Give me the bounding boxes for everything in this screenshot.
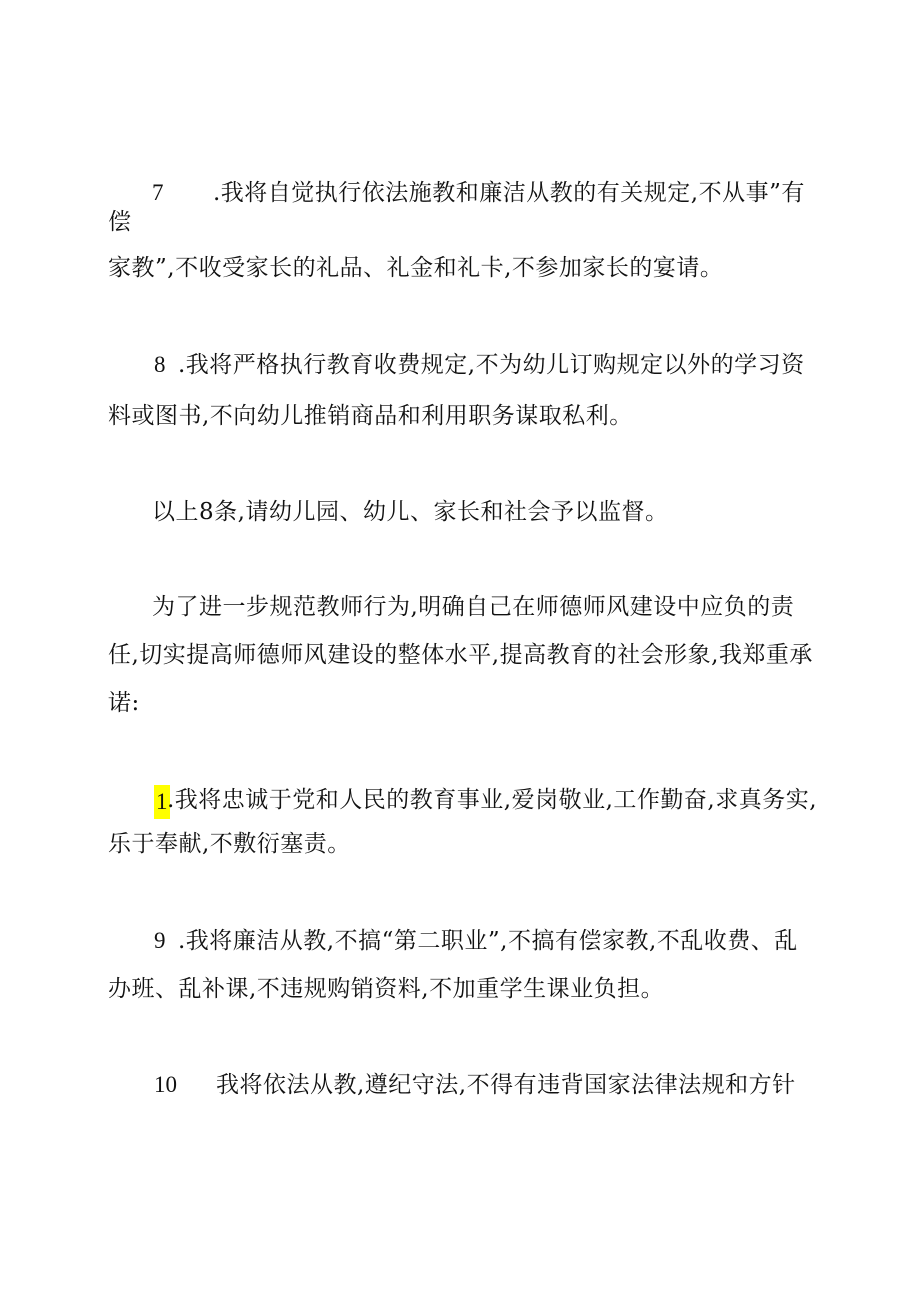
item-7-line-2: 偿 (108, 209, 132, 235)
pledge-9-line-1: .我将廉洁从教,不搞“第二职业”,不搞有偿家教,不乱收费、乱 (178, 928, 798, 954)
item-7-number: 7 (152, 180, 164, 205)
intro-line-3: 诺: (108, 690, 140, 716)
item-7-line-1: .我将自觉执行依法施教和廉洁从教的有关规定,不从事”有 (213, 180, 805, 206)
pledge-10-number: 10 (154, 1072, 177, 1097)
item-8-line-2: 料或图书,不向幼儿推销商品和利用职务谋取私利。 (108, 403, 633, 429)
pledge-9-line-2: 办班、乱补课,不违规购销资料,不加重学生课业负担。 (108, 976, 665, 1002)
item-8-number: 8 (154, 352, 166, 377)
pledge-10-line-1: 我将依法从教,遵纪守法,不得有违背国家法律法规和方针 (216, 1072, 796, 1098)
pledge-1-line-2: 乐于奉献,不敷衍塞责。 (108, 831, 351, 857)
intro-line-1: 为了进一步规范教师行为,明确自己在师德师风建设中应负的责 (152, 594, 795, 620)
pledge-9-number: 9 (154, 928, 166, 953)
pledge-1-line-1: .我将忠诚于党和人民的教育事业,爱岗敬业,工作勤奋,求真务实, (167, 787, 818, 813)
summary-text: 以上8条,请幼儿园、幼儿、家长和社会予以监督。 (152, 499, 669, 525)
pledge-1-number-highlighted: 1 (154, 785, 170, 819)
intro-line-2: 任,切实提高师德师风建设的整体水平,提高教育的社会形象,我郑重承 (108, 642, 813, 668)
item-8-line-1: .我将严格执行教育收费规定,不为幼儿订购规定以外的学习资 (178, 352, 805, 378)
item-7-line-3: 家教”,不收受家长的礼品、礼金和礼卡,不参加家长的宴请。 (108, 255, 724, 281)
